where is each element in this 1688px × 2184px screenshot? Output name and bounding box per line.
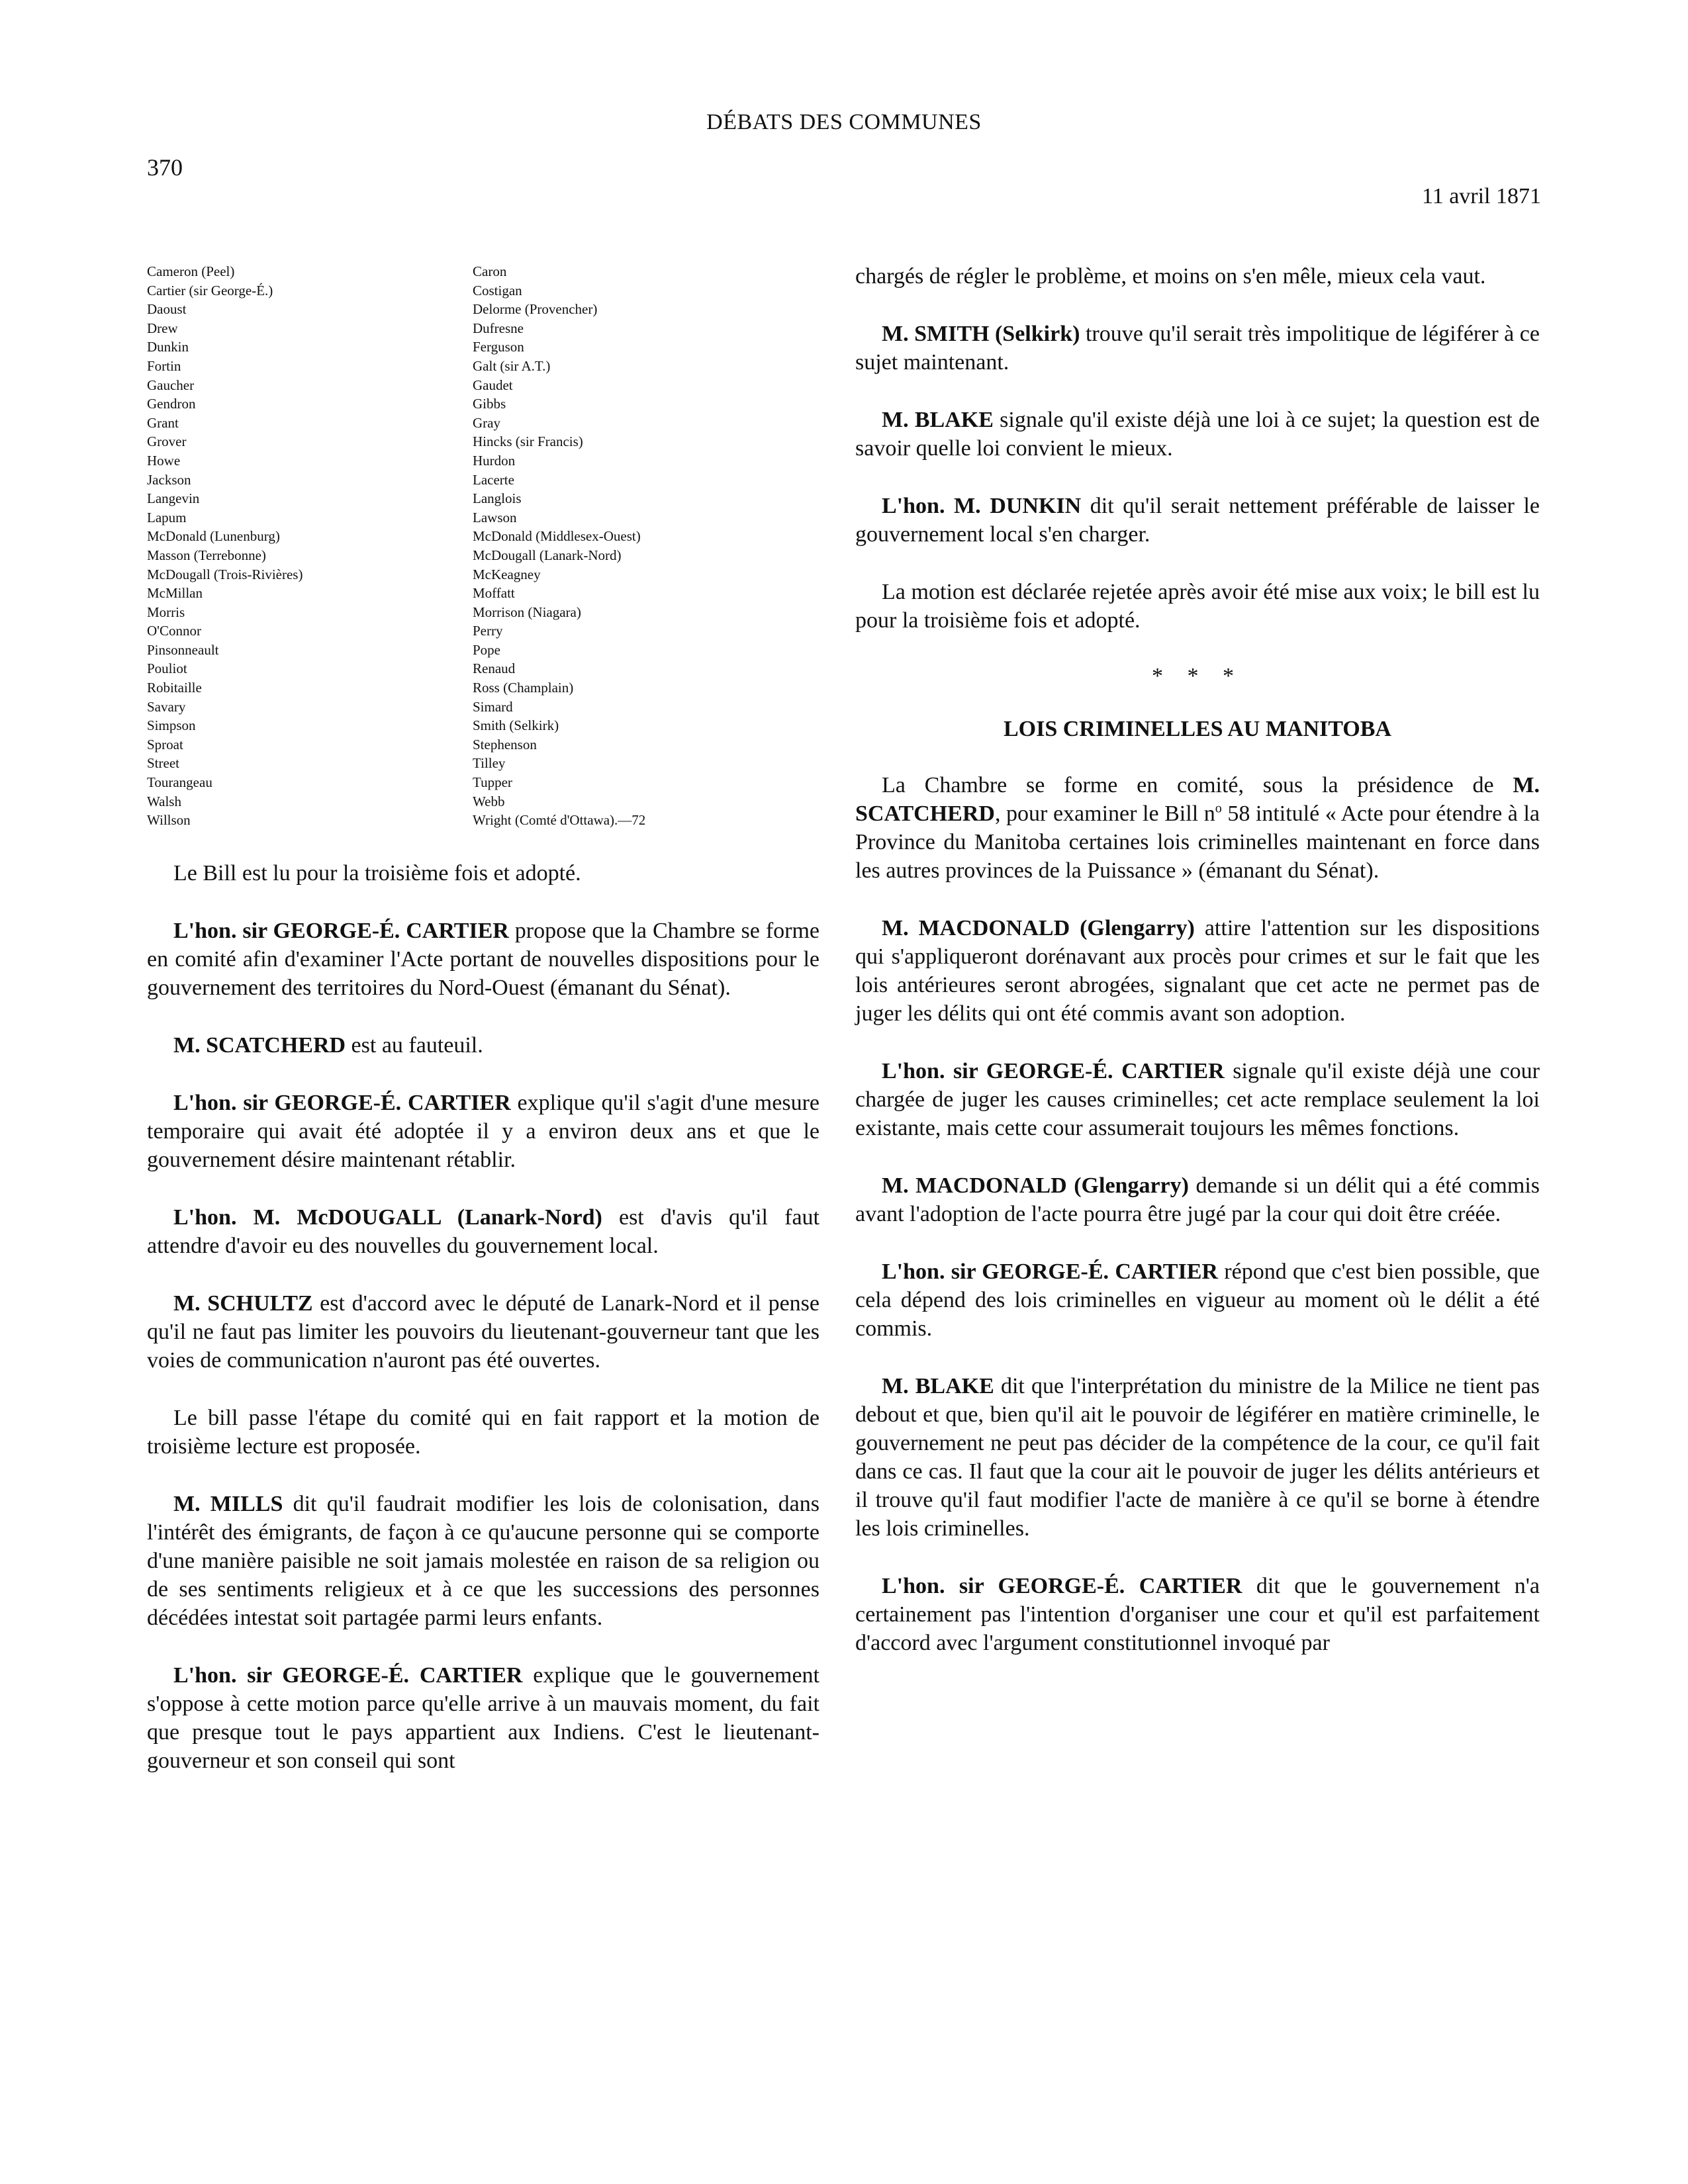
speaker-name: M. MACDONALD (Glengarry): [882, 916, 1195, 940]
vote-list-name: McMillan: [147, 585, 203, 602]
speaker-name: L'hon. sir GEORGE-É. CARTIER: [882, 1059, 1225, 1083]
paragraph: [855, 492, 1540, 549]
vote-list-name: Howe: [147, 452, 181, 469]
speaker-name: L'hon. M. McDOUGALL (Lanark-Nord): [173, 1205, 602, 1230]
intro-text: , pour examiner le Bill n: [994, 801, 1215, 826]
section-separator: * * *: [1152, 664, 1243, 688]
page-header-title: DÉBATS DES COMMUNES: [706, 110, 982, 134]
vote-list-column-1: [147, 262, 473, 830]
vote-list-name: Cartier (sir George-É.): [147, 282, 273, 298]
vote-list-name: Cameron (Peel): [147, 263, 235, 279]
vote-list-name: Willson: [147, 812, 191, 829]
vote-list-name: Costigan: [473, 282, 522, 298]
vote-list-name: Lapum: [147, 509, 187, 525]
vote-list-name: Ross (Champlain): [473, 680, 574, 696]
vote-list-name: Robitaille: [147, 680, 202, 696]
paragraph-text: dit que le gouvernement n'a certainement pas l'intention d'organiser une cour et qu'il est parfaitement d'accord avec l'argument constitutionnel invoqué par: [855, 1574, 1540, 1655]
paragraph-text: propose que la Chambre se forme en comité afin d'examiner l'Acte portant de nouvelles dispositions pour le gouvernement des territoires du Nord-Ouest (émanant du Sénat).: [147, 918, 820, 1000]
vote-list-name: Simard: [473, 698, 513, 715]
speaker-name: M. SMITH (Selkirk): [882, 322, 1080, 346]
section-title: LOIS CRIMINELLES AU MANITOBA: [1003, 717, 1391, 741]
paragraph: [855, 1257, 1540, 1343]
paragraph: [855, 1057, 1540, 1142]
vote-list-name: Grant: [147, 414, 179, 431]
vote-list-name: Simpson: [147, 717, 196, 734]
right-top-paragraphs: [855, 262, 1540, 635]
vote-list-name: Daoust: [147, 301, 187, 318]
vote-list-name: Langlois: [473, 490, 522, 507]
paragraph-text: signale qu'il existe déjà une loi à ce sujet; la question est de savoir quelle loi convient le mieux.: [855, 408, 1540, 461]
vote-list-name: Street: [147, 755, 179, 772]
vote-list-name: Sproat: [147, 736, 183, 752]
right-column: [855, 262, 1540, 1686]
vote-list-name: Masson (Terrebonne): [147, 547, 266, 563]
speaker-name: M. BLAKE: [882, 408, 994, 432]
paragraph-text: chargés de régler le problème, et moins on s'en mêle, mieux cela vaut.: [855, 264, 1486, 289]
paragraph-text: dit qu'il faudrait modifier les lois de colonisation, dans l'intérêt des émigrants, de façon à ce qu'aucune personne qui se comporte d'une manière paisible ne soit jamais molestée en raison de sa religion ou de ses sentiments religieux et à ce que les successions des personnes décédées intestat soit partagée parmi leurs enfants.: [147, 1491, 820, 1630]
vote-list-name: Gaucher: [147, 377, 195, 393]
paragraph: [855, 262, 1540, 291]
paragraph: [147, 1490, 820, 1632]
vote-list-column-2: [473, 262, 798, 830]
vote-list-name: Ferguson: [473, 339, 524, 355]
paragraph: [147, 1089, 820, 1174]
paragraph-text: Le Bill est lu pour la troisième fois et adopté.: [173, 860, 581, 886]
paragraph-text: signale qu'il existe déjà une cour chargée de juger les causes criminelles; cet acte remplace seulement la loi existante, mais cette cour assumerait toujours les mêmes fonctions.: [855, 1059, 1540, 1140]
vote-list-name: Pope: [473, 641, 500, 658]
speaker-name: L'hon. sir GEORGE-É. CARTIER: [882, 1574, 1243, 1598]
vote-list-name: McDonald (Middlesex-Ouest): [473, 528, 641, 545]
paragraph-text: La motion est déclarée rejetée après avoir été mise aux voix; le bill est lu pour la troisième fois et adopté.: [855, 580, 1540, 633]
left-paragraphs: [147, 859, 820, 1775]
paragraph-text: est d'avis qu'il faut attendre d'avoir eu des nouvelles du gouvernement local.: [147, 1205, 820, 1258]
paragraph: [855, 1572, 1540, 1657]
vote-list-name: Moffatt: [473, 585, 515, 602]
vote-list-name: Wright (Comté d'Ottawa).—72: [473, 812, 646, 829]
paragraph: [855, 320, 1540, 377]
paragraph-text: est au fauteuil.: [346, 1032, 483, 1058]
vote-list-name: Caron: [473, 263, 507, 279]
vote-list-name: Tupper: [473, 774, 512, 791]
paragraph-text: demande si un délit qui a été commis avant l'adoption de l'acte pourra être jugé par la cour qui doit être créée.: [855, 1173, 1540, 1226]
paragraph-text: Le bill passe l'étape du comité qui en fait rapport et la motion de troisième lecture est proposée.: [147, 1405, 820, 1459]
vote-list: [147, 262, 820, 830]
vote-list-name: Delorme (Provencher): [473, 301, 598, 318]
speaker-name: M. SCHULTZ: [173, 1291, 313, 1316]
superscript: o: [1215, 801, 1222, 816]
intro-text: La Chambre se forme en comité, sous la présidence de: [882, 773, 1513, 797]
section-intro-paragraph: [855, 771, 1540, 885]
vote-list-name: Tourangeau: [147, 774, 212, 791]
paragraph: [855, 1171, 1540, 1228]
paragraph-text: est d'accord avec le député de Lanark-Nord et il pense qu'il ne faut pas limiter les pouvoirs du lieutenant-gouverneur tant que les voies de communication n'auront pas été ouvertes.: [147, 1291, 820, 1373]
vote-list-name: McKeagney: [473, 566, 541, 582]
vote-list-name: O'Connor: [147, 623, 201, 639]
paragraph: [855, 578, 1540, 635]
page-date: 11 avril 1871: [1421, 184, 1541, 208]
vote-list-name: Walsh: [147, 793, 181, 809]
vote-list-name: Lacerte: [473, 471, 514, 488]
paragraph: [147, 1404, 820, 1461]
paragraph-text: explique qu'il s'agit d'une mesure temporaire qui avait été adoptée il y a environ deux ans et que le gouvernement désire maintenant rétablir.: [147, 1090, 820, 1172]
vote-list-name: Dunkin: [147, 339, 189, 355]
vote-list-name: Lawson: [473, 509, 517, 525]
page-number: 370: [147, 154, 183, 181]
paragraph-text: trouve qu'il serait très impolitique de légiférer à ce sujet maintenant.: [855, 322, 1540, 375]
speaker-name: L'hon. sir GEORGE-É. CARTIER: [173, 918, 509, 943]
right-bottom-paragraphs: [855, 914, 1540, 1657]
vote-list-name: McDougall (Lanark-Nord): [473, 547, 622, 563]
vote-list-name: Gray: [473, 414, 500, 431]
paragraph: [855, 406, 1540, 463]
speaker-name: M. MILLS: [173, 1491, 283, 1516]
paragraph: [147, 1031, 820, 1060]
vote-list-name: Perry: [473, 623, 503, 639]
paragraph: [147, 1289, 820, 1375]
vote-list-name: Morris: [147, 604, 185, 620]
speaker-name: M. MACDONALD (Glengarry): [882, 1173, 1189, 1198]
speaker-name: L'hon. M. DUNKIN: [882, 494, 1082, 518]
vote-list-name: Gibbs: [473, 396, 506, 412]
speaker-name: L'hon. sir GEORGE-É. CARTIER: [173, 1662, 523, 1688]
speaker-name: M. BLAKE: [882, 1374, 994, 1398]
vote-list-name: Grover: [147, 433, 187, 450]
vote-list-name: Pouliot: [147, 660, 187, 677]
vote-list-name: Langevin: [147, 490, 200, 507]
paragraph: [147, 1661, 820, 1775]
paragraph-text: répond que c'est bien possible, que cela dépend des lois criminelles en vigueur au moment où le délit a été commis.: [855, 1259, 1540, 1341]
speaker-name: M. SCATCHERD: [173, 1032, 346, 1058]
paragraph: [855, 1372, 1540, 1543]
paragraph: [147, 917, 820, 1002]
paragraph-text: dit que l'interprétation du ministre de la Milice ne tient pas debout et que, bien qu'il ait le pouvoir de légiférer en matière criminelle, le gouvernement ne peut pas décider de la compétence de la cour, ce qu'il fait dans ce cas. Il faut que la cour ait le pouvoir de juger les délits antérieurs et il trouve qu'il faut modifier l'acte de manière à ce qu'il se borne à étendre les lois criminelles.: [855, 1374, 1540, 1541]
vote-list-name: McDougall (Trois-Rivières): [147, 566, 303, 582]
speaker-name: M. SCATCHERD: [855, 773, 1540, 826]
vote-list-name: Renaud: [473, 660, 516, 677]
vote-list-name: Dufresne: [473, 320, 524, 336]
vote-list-name: Gaudet: [473, 377, 513, 393]
speaker-name: L'hon. sir GEORGE-É. CARTIER: [173, 1090, 511, 1115]
vote-list-name: Webb: [473, 793, 505, 809]
vote-list-name: Galt (sir A.T.): [473, 357, 551, 374]
vote-list-name: Morrison (Niagara): [473, 604, 581, 620]
paragraph: [147, 1203, 820, 1260]
vote-list-name: Hurdon: [473, 452, 516, 469]
paragraph-text: explique que le gouvernement s'oppose à cette motion parce qu'elle arrive à un mauvais moment, du fait que presque tout le pays appartient aux Indiens. C'est le lieutenant-gouverneur et son conseil qui sont: [147, 1662, 820, 1773]
vote-list-name: Smith (Selkirk): [473, 717, 559, 734]
vote-list-name: Pinsonneault: [147, 641, 219, 658]
vote-list-name: Gendron: [147, 396, 196, 412]
vote-list-name: Jackson: [147, 471, 191, 488]
intro-text: 58 intitulé « Acte pour étendre à la Province du Manitoba certaines lois criminelles maintenant en force dans les autres provinces de la Puissance » (émanant du Sénat).: [855, 801, 1540, 883]
paragraph: [147, 859, 820, 887]
speaker-name: L'hon. sir GEORGE-É. CARTIER: [882, 1259, 1218, 1284]
vote-list-name: Fortin: [147, 357, 181, 374]
left-column: [147, 262, 820, 1804]
vote-list-name: Savary: [147, 698, 186, 715]
paragraph-text: attire l'attention sur les dispositions qui s'appliqueront dorénavant aux procès pour crimes et sur le fait que les lois antérieures seront abrogées, signalant que cet acte ne permet pas de juger les délits qui ont été commis avant son adoption.: [855, 916, 1540, 1026]
vote-list-name: Drew: [147, 320, 178, 336]
vote-list-name: Tilley: [473, 755, 506, 772]
vote-list-name: McDonald (Lunenburg): [147, 528, 280, 545]
paragraph: [855, 914, 1540, 1028]
vote-list-name: Hincks (sir Francis): [473, 433, 583, 450]
paragraph-text: dit qu'il serait nettement préférable de laisser le gouvernement local s'en charger.: [855, 494, 1540, 547]
vote-list-name: Stephenson: [473, 736, 537, 752]
